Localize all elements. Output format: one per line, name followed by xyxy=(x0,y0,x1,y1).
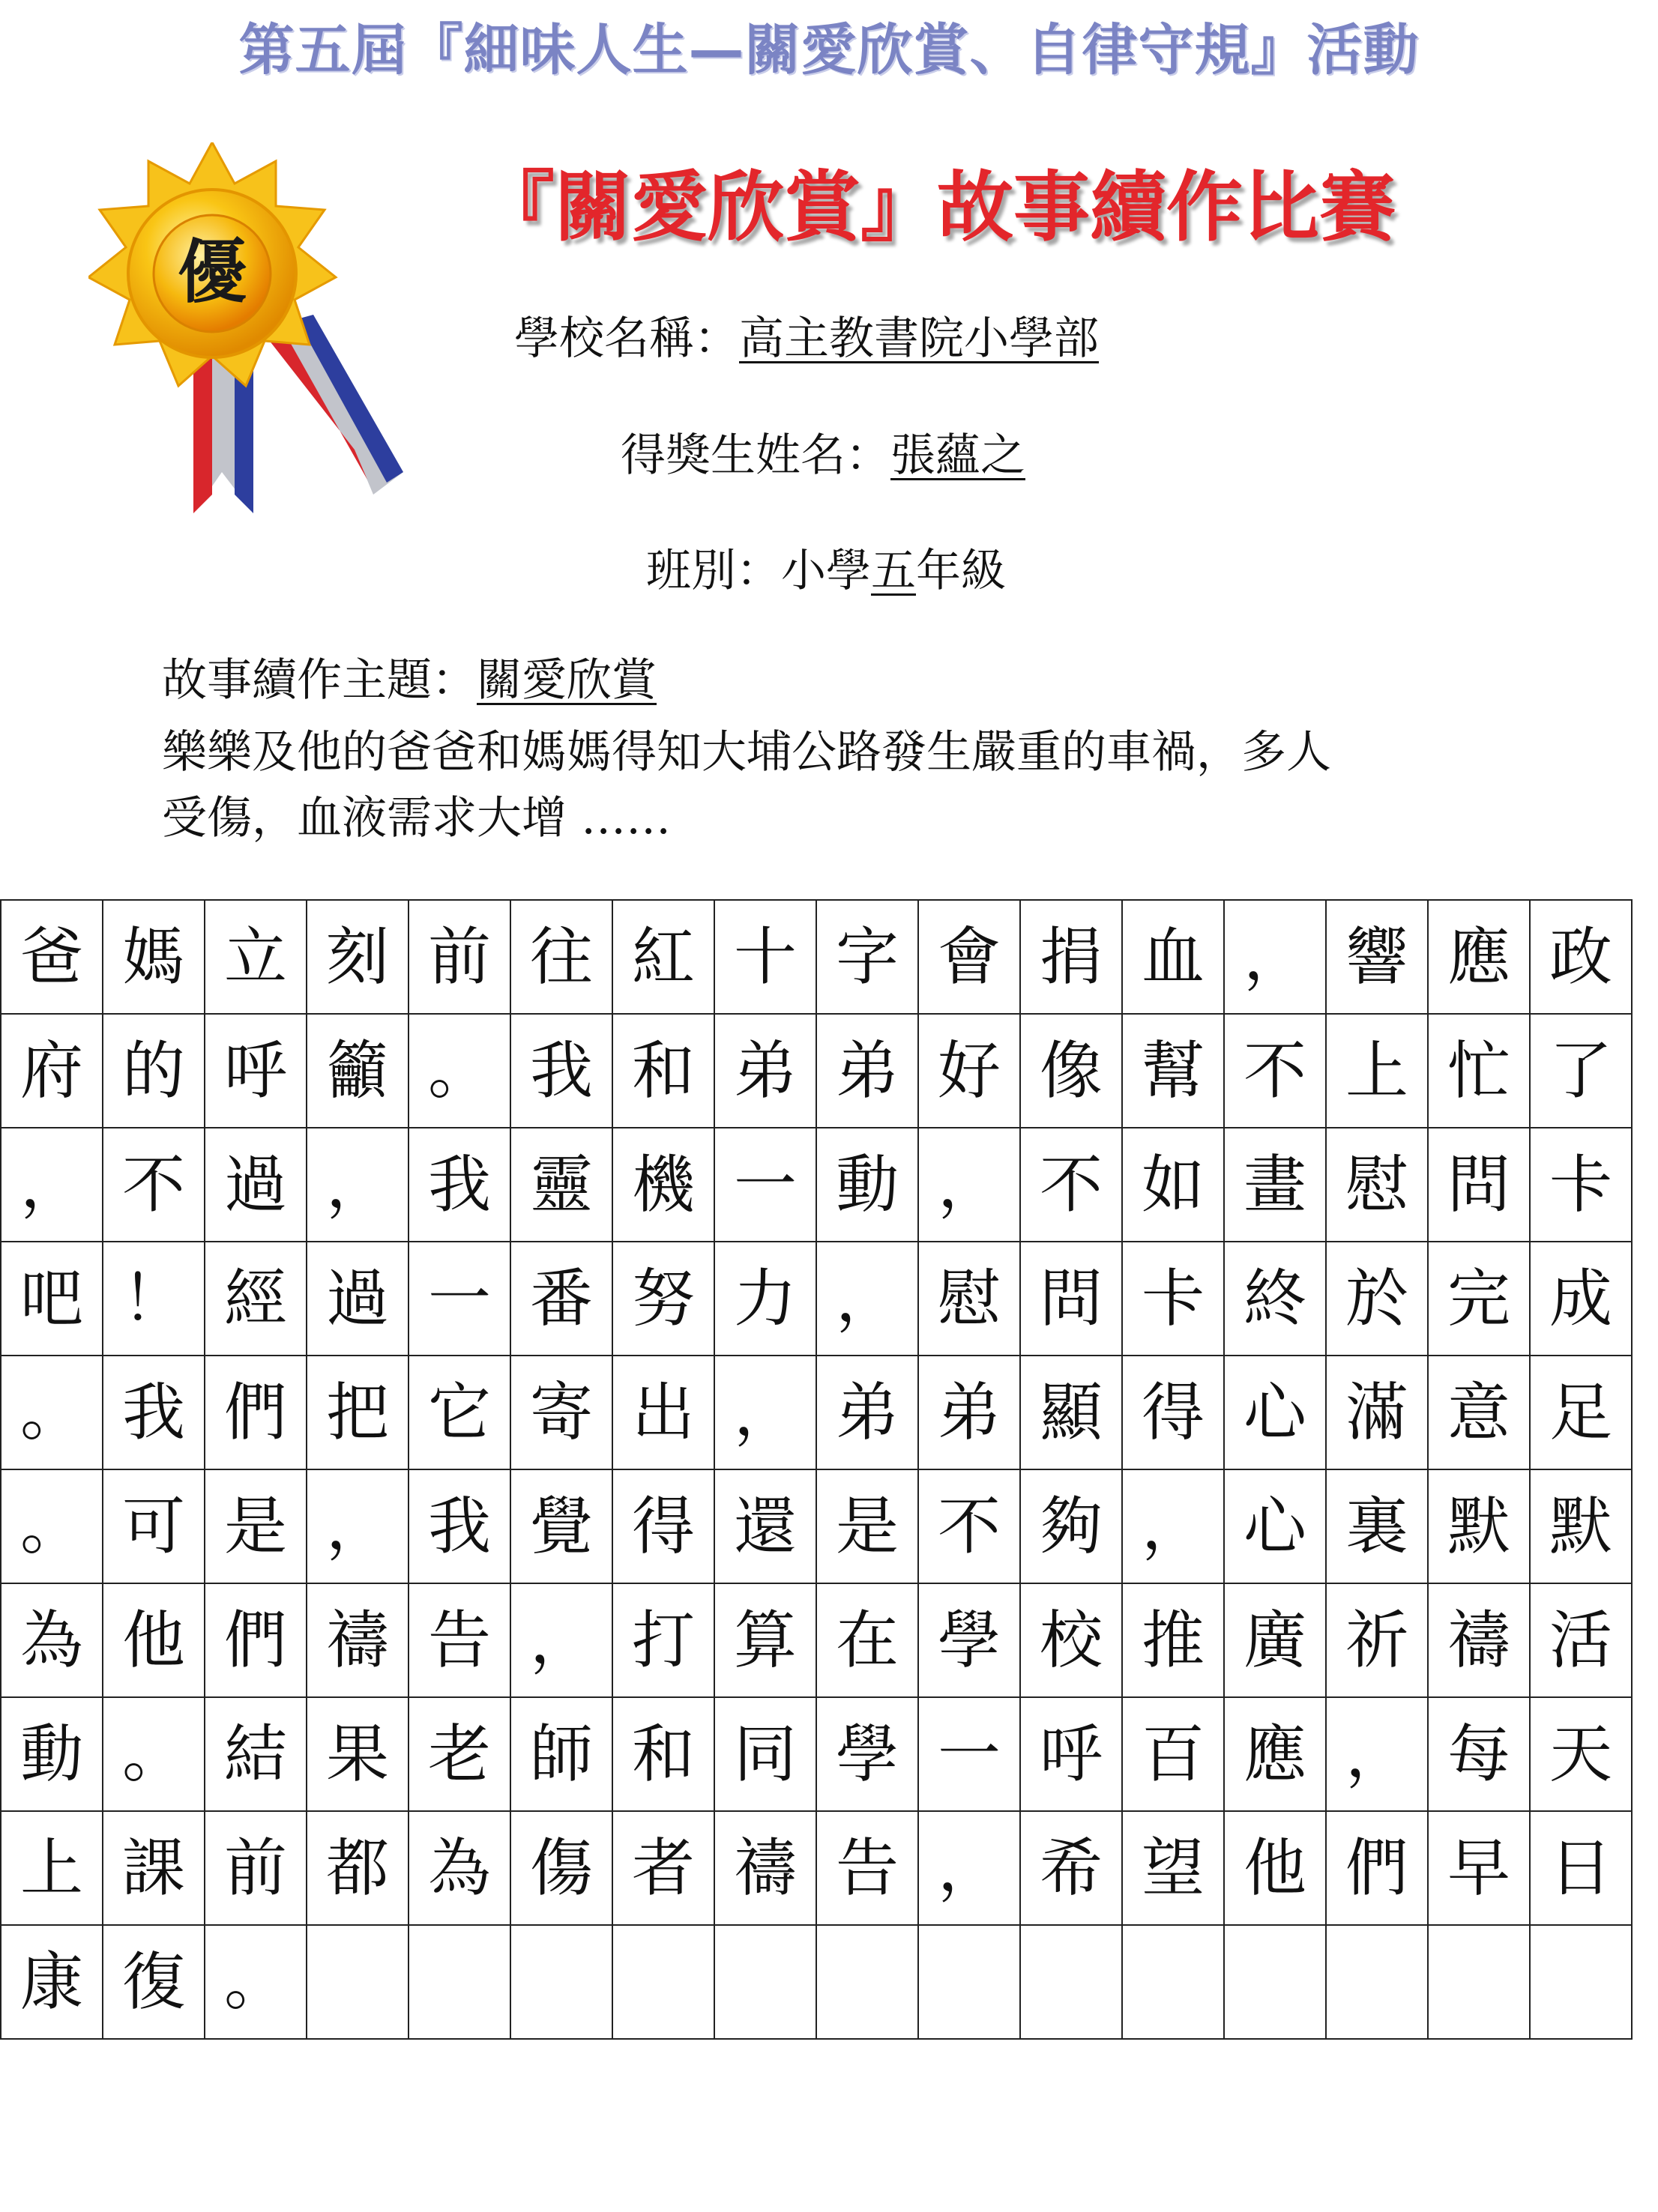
grid-cell: ， xyxy=(307,1469,409,1583)
grid-cell: 出 xyxy=(612,1356,714,1469)
grid-cell: 會 xyxy=(918,900,1020,1014)
grid-cell: 是 xyxy=(816,1469,918,1583)
grid-cell: 。 xyxy=(1,1469,103,1583)
grid-cell: 禱 xyxy=(714,1811,816,1925)
grid-cell: 慰 xyxy=(918,1242,1020,1356)
grid-cell: 校 xyxy=(1020,1583,1122,1697)
grid-cell: 一 xyxy=(409,1242,510,1356)
grid-cell: 媽 xyxy=(103,900,205,1014)
grid-cell: 政 xyxy=(1530,900,1632,1014)
medal-label: 優 xyxy=(177,232,247,312)
grid-cell: 。 xyxy=(1,1356,103,1469)
grid-cell: 傷 xyxy=(510,1811,612,1925)
grid-cell: 機 xyxy=(612,1128,714,1242)
grid-cell: 心 xyxy=(1224,1356,1326,1469)
grid-cell: 弟 xyxy=(714,1014,816,1128)
theme-info xyxy=(162,644,657,709)
grid-cell: 是 xyxy=(205,1469,307,1583)
grid-cell: 它 xyxy=(409,1356,510,1469)
grid-cell: 番 xyxy=(510,1242,612,1356)
grid-cell: ， xyxy=(1224,900,1326,1014)
grid-cell: 如 xyxy=(1122,1128,1224,1242)
grid-cell: 他 xyxy=(1224,1811,1326,1925)
grid-cell: 天 xyxy=(1530,1697,1632,1811)
grid-cell: 籲 xyxy=(307,1014,409,1128)
grid-cell: 寄 xyxy=(510,1356,612,1469)
grid-cell: 活 xyxy=(1530,1583,1632,1697)
school-info xyxy=(514,303,1099,367)
class-info xyxy=(646,535,1006,599)
grid-cell: 禱 xyxy=(307,1583,409,1697)
grid-cell: 前 xyxy=(205,1811,307,1925)
grid-cell xyxy=(409,1925,510,2039)
theme-label: 故事續作主題： xyxy=(162,654,477,707)
grid-cell: 默 xyxy=(1530,1469,1632,1583)
grid-cell: ， xyxy=(714,1356,816,1469)
grid-cell: 卡 xyxy=(1122,1242,1224,1356)
grid-cell: 完 xyxy=(1428,1242,1530,1356)
grid-cell xyxy=(1020,1925,1122,2039)
grid-cell: 弟 xyxy=(918,1356,1020,1469)
grid-cell: ， xyxy=(918,1128,1020,1242)
grid-cell: 弟 xyxy=(816,1356,918,1469)
grid-row xyxy=(1,1925,1632,2039)
prompt-line: 受傷，血液需求大增 …… xyxy=(162,792,672,844)
grid-cell: 他 xyxy=(103,1583,205,1697)
grid-cell: 響 xyxy=(1326,900,1428,1014)
grid-cell: 結 xyxy=(205,1697,307,1811)
grid-cell: 裏 xyxy=(1326,1469,1428,1583)
writing-grid xyxy=(0,899,1633,2040)
grid-cell: 告 xyxy=(816,1811,918,1925)
grid-cell: 卡 xyxy=(1530,1128,1632,1242)
grid-cell: 呼 xyxy=(1020,1697,1122,1811)
student-value: 張蘊之 xyxy=(890,429,1025,482)
grid-cell: 府 xyxy=(1,1014,103,1128)
grid-cell: 課 xyxy=(103,1811,205,1925)
grid-cell: 像 xyxy=(1020,1014,1122,1128)
grid-cell: 慰 xyxy=(1326,1128,1428,1242)
grid-cell: 經 xyxy=(205,1242,307,1356)
grid-cell: 們 xyxy=(205,1356,307,1469)
grid-cell: 應 xyxy=(1428,900,1530,1014)
grid-cell: ， xyxy=(1,1128,103,1242)
grid-cell: 復 xyxy=(103,1925,205,2039)
grid-cell: 忙 xyxy=(1428,1014,1530,1128)
grid-cell: 一 xyxy=(918,1697,1020,1811)
grid-cell: 終 xyxy=(1224,1242,1326,1356)
class-prefix: 班別：小學 xyxy=(646,545,871,597)
grid-cell: 覺 xyxy=(510,1469,612,1583)
grid-cell: 顯 xyxy=(1020,1356,1122,1469)
grid-cell: ， xyxy=(816,1242,918,1356)
grid-cell: 為 xyxy=(409,1811,510,1925)
grid-cell: 問 xyxy=(1020,1242,1122,1356)
grid-cell: 過 xyxy=(307,1242,409,1356)
class-grade: 五 xyxy=(871,545,916,597)
grid-row xyxy=(1,1697,1632,1811)
grid-cell: 十 xyxy=(714,900,816,1014)
grid-cell xyxy=(307,1925,409,2039)
grid-cell: 我 xyxy=(409,1469,510,1583)
grid-cell: 廣 xyxy=(1224,1583,1326,1697)
grid-cell: 字 xyxy=(816,900,918,1014)
award-medal-icon xyxy=(88,142,418,532)
grid-cell: 幫 xyxy=(1122,1014,1224,1128)
grid-cell: 。 xyxy=(409,1014,510,1128)
grid-cell: 學 xyxy=(816,1697,918,1811)
grid-cell: 祈 xyxy=(1326,1583,1428,1697)
grid-cell: 師 xyxy=(510,1697,612,1811)
student-info xyxy=(621,420,1025,484)
grid-row xyxy=(1,1583,1632,1697)
grid-cell: 滿 xyxy=(1326,1356,1428,1469)
grid-cell: 吧 xyxy=(1,1242,103,1356)
grid-cell: 為 xyxy=(1,1583,103,1697)
grid-cell: 的 xyxy=(103,1014,205,1128)
grid-cell: 捐 xyxy=(1020,900,1122,1014)
grid-cell xyxy=(1530,1925,1632,2039)
grid-cell xyxy=(714,1925,816,2039)
grid-cell: 上 xyxy=(1,1811,103,1925)
grid-cell: 百 xyxy=(1122,1697,1224,1811)
grid-cell: 一 xyxy=(714,1128,816,1242)
grid-cell: 紅 xyxy=(612,900,714,1014)
grid-cell: 問 xyxy=(1428,1128,1530,1242)
school-label: 學校名稱： xyxy=(514,312,739,365)
grid-cell: 我 xyxy=(409,1128,510,1242)
grid-cell: 告 xyxy=(409,1583,510,1697)
grid-cell: 不 xyxy=(1224,1014,1326,1128)
grid-cell xyxy=(1326,1925,1428,2039)
grid-cell: 和 xyxy=(612,1697,714,1811)
grid-cell xyxy=(612,1925,714,2039)
grid-cell xyxy=(816,1925,918,2039)
grid-row xyxy=(1,1242,1632,1356)
grid-cell: ， xyxy=(510,1583,612,1697)
grid-cell: 努 xyxy=(612,1242,714,1356)
grid-cell: 果 xyxy=(307,1697,409,1811)
grid-cell xyxy=(1122,1925,1224,2039)
grid-cell: 意 xyxy=(1428,1356,1530,1469)
class-suffix: 年級 xyxy=(916,545,1006,597)
grid-row xyxy=(1,1356,1632,1469)
grid-cell: 把 xyxy=(307,1356,409,1469)
grid-cell xyxy=(510,1925,612,2039)
grid-cell: 得 xyxy=(612,1469,714,1583)
grid-cell: 希 xyxy=(1020,1811,1122,1925)
grid-cell: 望 xyxy=(1122,1811,1224,1925)
grid-row xyxy=(1,1128,1632,1242)
grid-cell: 好 xyxy=(918,1014,1020,1128)
grid-cell xyxy=(918,1925,1020,2039)
grid-cell: 們 xyxy=(205,1583,307,1697)
grid-cell: 打 xyxy=(612,1583,714,1697)
grid-cell: 於 xyxy=(1326,1242,1428,1356)
grid-cell: 力 xyxy=(714,1242,816,1356)
story-prompt xyxy=(162,719,1526,851)
grid-cell xyxy=(1224,1925,1326,2039)
grid-cell: 上 xyxy=(1326,1014,1428,1128)
grid-cell: 還 xyxy=(714,1469,816,1583)
grid-cell: 每 xyxy=(1428,1697,1530,1811)
grid-cell: 呼 xyxy=(205,1014,307,1128)
grid-cell: 。 xyxy=(103,1697,205,1811)
grid-cell: 推 xyxy=(1122,1583,1224,1697)
grid-cell xyxy=(1428,1925,1530,2039)
event-title: 第五屆『細味人生—關愛欣賞、自律守規』活動 xyxy=(238,18,1420,82)
grid-cell: 康 xyxy=(1,1925,103,2039)
grid-cell: 夠 xyxy=(1020,1469,1122,1583)
grid-cell: 禱 xyxy=(1428,1583,1530,1697)
grid-cell: 應 xyxy=(1224,1697,1326,1811)
grid-row xyxy=(1,1469,1632,1583)
grid-cell: 成 xyxy=(1530,1242,1632,1356)
school-value: 高主教書院小學部 xyxy=(739,312,1099,365)
grid-cell: 在 xyxy=(816,1583,918,1697)
grid-cell: 弟 xyxy=(816,1014,918,1128)
grid-cell: 都 xyxy=(307,1811,409,1925)
grid-cell: ， xyxy=(307,1128,409,1242)
grid-cell: 過 xyxy=(205,1128,307,1242)
prompt-line: 樂樂及他的爸爸和媽媽得知大埔公路發生嚴重的車禍，多人 xyxy=(162,726,1331,779)
student-label: 得獎生姓名： xyxy=(621,429,890,482)
grid-cell: 得 xyxy=(1122,1356,1224,1469)
competition-title: 『關愛欣賞』故事續作比賽 xyxy=(478,163,1396,253)
grid-cell: 往 xyxy=(510,900,612,1014)
grid-cell: 了 xyxy=(1530,1014,1632,1128)
grid-cell: ， xyxy=(918,1811,1020,1925)
grid-cell: 爸 xyxy=(1,900,103,1014)
grid-row xyxy=(1,1014,1632,1128)
grid-cell: 和 xyxy=(612,1014,714,1128)
grid-cell: ！ xyxy=(103,1242,205,1356)
grid-cell: 血 xyxy=(1122,900,1224,1014)
grid-cell: 老 xyxy=(409,1697,510,1811)
grid-cell: ， xyxy=(1326,1697,1428,1811)
grid-cell: 不 xyxy=(1020,1128,1122,1242)
grid-cell: 畫 xyxy=(1224,1128,1326,1242)
grid-row xyxy=(1,900,1632,1014)
grid-cell: 算 xyxy=(714,1583,816,1697)
grid-cell: 學 xyxy=(918,1583,1020,1697)
grid-cell: 早 xyxy=(1428,1811,1530,1925)
grid-cell: 不 xyxy=(103,1128,205,1242)
grid-cell: 動 xyxy=(1,1697,103,1811)
grid-cell: ， xyxy=(1122,1469,1224,1583)
grid-cell: 日 xyxy=(1530,1811,1632,1925)
grid-cell: 。 xyxy=(205,1925,307,2039)
grid-cell: 心 xyxy=(1224,1469,1326,1583)
grid-cell: 刻 xyxy=(307,900,409,1014)
grid-cell: 們 xyxy=(1326,1811,1428,1925)
grid-cell: 靈 xyxy=(510,1128,612,1242)
grid-cell: 我 xyxy=(510,1014,612,1128)
grid-row xyxy=(1,1811,1632,1925)
theme-value: 關愛欣賞 xyxy=(477,654,657,707)
grid-cell: 同 xyxy=(714,1697,816,1811)
grid-cell: 默 xyxy=(1428,1469,1530,1583)
grid-cell: 我 xyxy=(103,1356,205,1469)
grid-cell: 可 xyxy=(103,1469,205,1583)
grid-cell: 前 xyxy=(409,900,510,1014)
grid-cell: 動 xyxy=(816,1128,918,1242)
grid-cell: 立 xyxy=(205,900,307,1014)
grid-cell: 不 xyxy=(918,1469,1020,1583)
grid-cell: 足 xyxy=(1530,1356,1632,1469)
grid-cell: 者 xyxy=(612,1811,714,1925)
